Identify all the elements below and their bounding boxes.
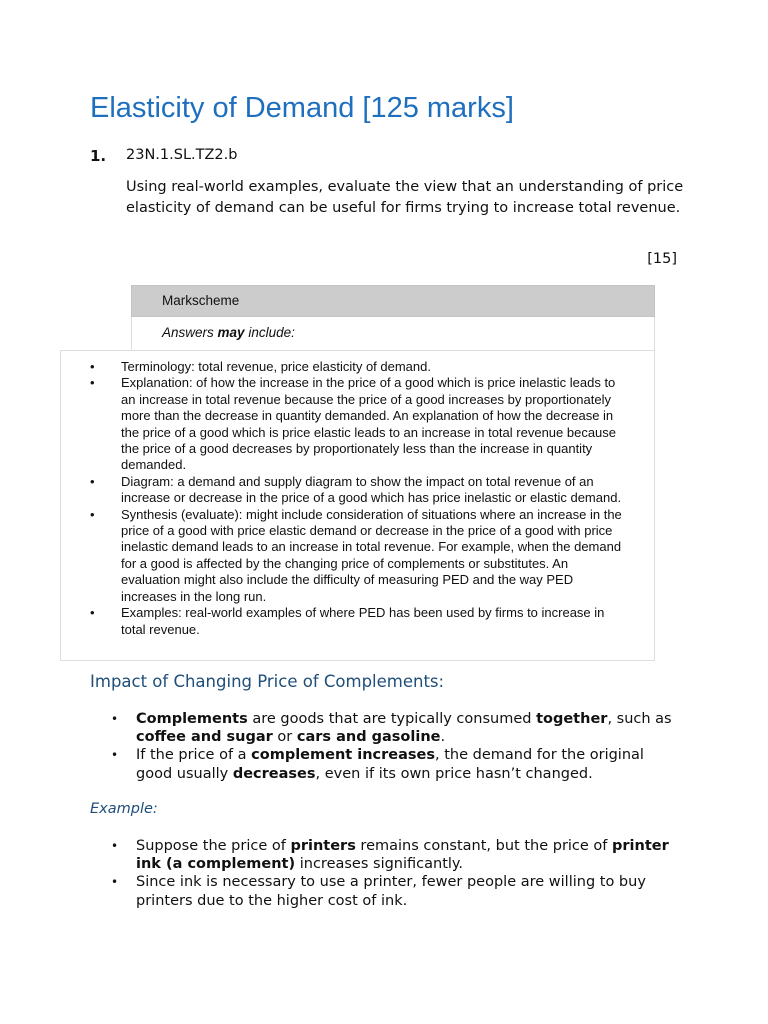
list-item: • Complements are goods that are typically consumed together, such as coffee and sugar or cars and gasoline. xyxy=(111,711,672,746)
bullet-icon: • xyxy=(111,712,119,726)
markscheme-point: • Synthesis (evaluate): might include consideration of situations where an increase in the price of a good with price elastic demand or decrease in the price of a good with price inelastic demand leads to an increase in total revenue. For example, when the demand for a good is affected by the changing price of complements or substitutes. An evaluation might also include the difficulty of measuring PED and the way PED increases in the long run. xyxy=(90,506,622,604)
list-item: • If the price of a complement increases, the demand for the original good usually decreases, even if its own price hasn’t changed. xyxy=(111,747,644,782)
example-list xyxy=(111,837,681,910)
markscheme-points xyxy=(90,359,630,638)
bullet-icon: • xyxy=(111,839,119,853)
markscheme-header-label: Markscheme xyxy=(162,293,240,308)
markscheme-intro-text: Answers may include: xyxy=(162,325,295,340)
section-heading: Impact of Changing Price of Complements: xyxy=(90,672,445,691)
question-marks: [15] xyxy=(647,251,677,267)
bullet-icon: • xyxy=(90,605,95,621)
bullet-icon: • xyxy=(111,875,119,890)
list-item: • Suppose the price of printers remains constant, but the price of printer ink (a complement) increases significantly. xyxy=(111,838,669,873)
bullet-icon: • xyxy=(111,748,119,763)
question-number: 1. xyxy=(90,147,107,165)
bullet-icon: • xyxy=(90,473,95,489)
complements-list xyxy=(111,710,681,783)
markscheme-point: • Explanation: of how the increase in the price of a good which is price inelastic leads to an increase in total revenue because the price of a good increases by proportionately more than the decrease in quantity demanded. An explanation of how the decrease in the price of a good which is price elastic leads to an increase in total revenue because the price of a good decreases by proportionately less than the increase in quantity demanded. xyxy=(90,375,617,473)
list-item: • Since ink is necessary to use a printer, fewer people are willing to buy printers due to the higher cost of ink. xyxy=(111,874,646,909)
markscheme-body xyxy=(60,350,655,661)
markscheme-point: • Diagram: a demand and supply diagram to show the impact on total revenue of an increase or decrease in the price of a good which has price inelastic or elastic demand. xyxy=(90,473,622,506)
markscheme-header xyxy=(131,285,655,317)
page-title: Elasticity of Demand [125 marks] xyxy=(90,92,514,124)
markscheme-point: • Examples: real-world examples of where PED has been used by firms to increase in total revenue. xyxy=(90,605,605,637)
bullet-icon: • xyxy=(90,359,95,374)
markscheme-intro xyxy=(131,317,655,351)
bullet-icon: • xyxy=(90,375,95,391)
example-label: Example: xyxy=(90,801,158,817)
question-code: 23N.1.SL.TZ2.b xyxy=(126,147,238,163)
bullet-icon: • xyxy=(90,506,95,522)
markscheme-point: • Terminology: total revenue, price elasticity of demand. xyxy=(90,359,431,374)
question-text: Using real-world examples, evaluate the view that an understanding of price elasticity of demand can be useful for firms trying to increase total revenue. xyxy=(126,179,684,216)
